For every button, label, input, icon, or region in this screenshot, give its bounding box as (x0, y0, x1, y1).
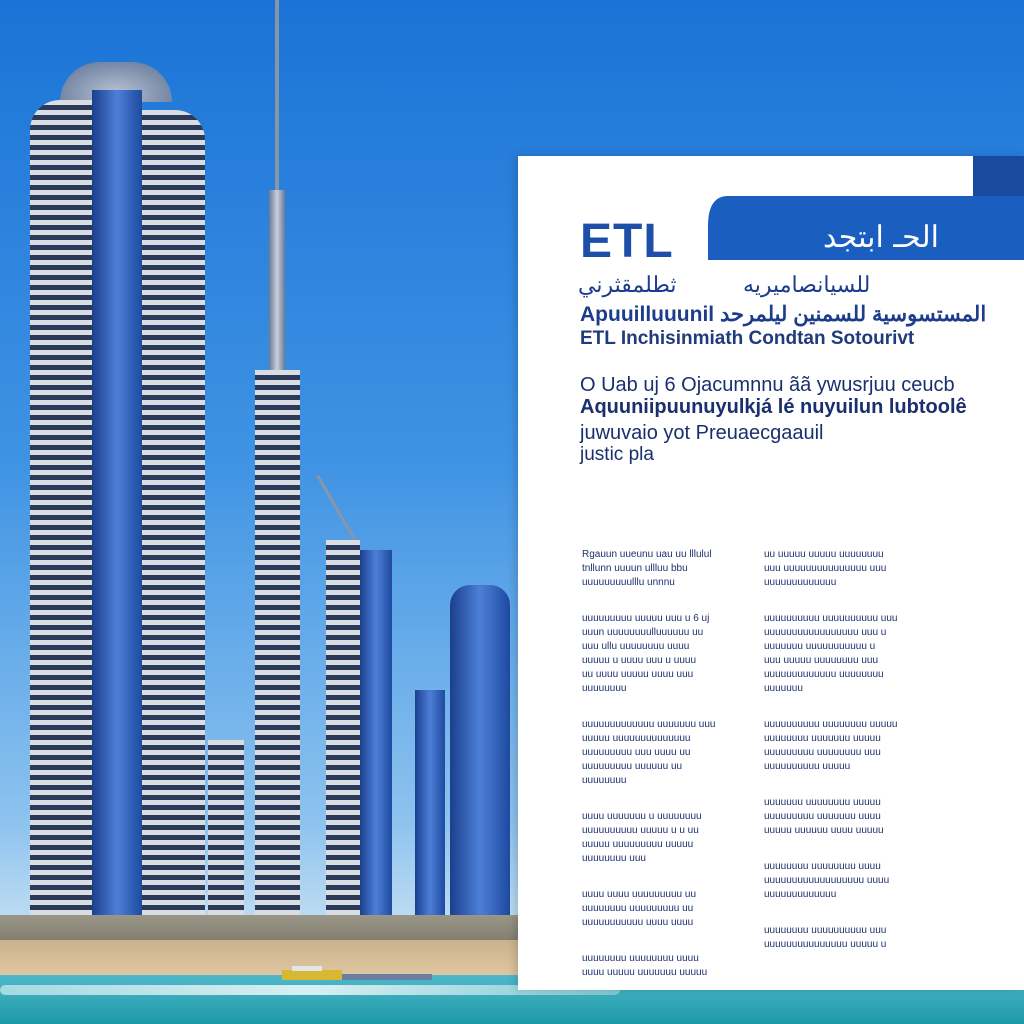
paragraph-line: uuuuuuuuuu uuuuuuuuuu uuu (764, 613, 898, 624)
paragraph-line: uuuuuuuu uuuuuuuuu uu (582, 903, 694, 914)
tower-spire (245, 0, 310, 930)
paragraph (764, 924, 944, 952)
paragraph-line: uuuuu u uuuu uuu u uuuu (582, 655, 696, 666)
paragraph (582, 810, 762, 866)
paragraph-line: uuuuuuu (764, 683, 803, 694)
paragraph-line: tnllunn uuuun ullluu bbu (582, 563, 688, 574)
paragraph-line: uuuuuuuuuuuuuuuuu uuu u (764, 627, 887, 638)
paragraph-line: Rgauun uueunu uau uu lllulul (582, 549, 712, 560)
body-column-right (764, 548, 944, 974)
subtitle-line-2: ETL Inchisinmiath Condtan Sotourivt (580, 328, 915, 349)
paragraph-line: uuuuuuuuu uuuuuu uu (582, 761, 683, 772)
arabic-subtitle-1: ثطلمقثرني (578, 272, 677, 297)
paragraph-line: uuuuuuuuuuuuu (764, 889, 837, 900)
paragraph (764, 548, 944, 590)
paragraph-line: uuuuuuuu uuuuuuuu uuuu (764, 861, 881, 872)
paragraph-line: uuuuuuuu (582, 683, 627, 694)
header-corner-strip (973, 156, 1024, 196)
paragraph-line: uu uuuu uuuuu uuuu uuu (582, 669, 694, 680)
paragraph (764, 718, 944, 774)
paragraph-line: uuuuuuuuuuuuuuu uuuuu u (764, 939, 887, 950)
paragraph (764, 612, 944, 696)
paragraph (582, 888, 762, 930)
paragraph-line: uu uuuuu uuuuu uuuuuuuu (764, 549, 884, 560)
paragraph (764, 796, 944, 838)
paragraph-line: uuuuuuu uuuuuuuuuuu u (764, 641, 876, 652)
paragraph-line: uuuuu uuuuuu uuuu uuuuu (764, 825, 884, 836)
paragraph-line: uuuuuuuu (582, 775, 627, 786)
paragraph-line: uuuuuuuuuu uuuuu u u uu (582, 825, 699, 836)
document-panel (518, 156, 1024, 990)
tower-small-2 (450, 585, 510, 925)
paragraph-line: uuuuuuuuuuuuuuuuuu uuuu (764, 875, 890, 886)
brand-title: ETL (580, 215, 674, 268)
intro-line-3: juwuvaio yot Preuaecgaauil (580, 422, 824, 444)
paragraph-line: uuuuuuuuu uuuuuuuu uuu (764, 747, 881, 758)
paragraph-line: uuun uuuuuuuulluuuuuu uu (582, 627, 704, 638)
tower-small-3 (208, 740, 244, 920)
paragraph (764, 860, 944, 902)
intro-line-1: O Uab uj 6 Ojacumnnu ãã ywusrjuu ceucb (580, 374, 955, 396)
paragraph-line: uuuuuuu uuuuuuuu uuuuu (764, 797, 881, 808)
paragraph-line: uuuuuuuuulllu unnnu (582, 577, 675, 588)
body-column-left (582, 548, 762, 1002)
intro-line-4: justic pla (580, 444, 654, 465)
paragraph-line: uuuuuuuu uuuuuuu uuuuu (764, 733, 881, 744)
arabic-subtitle-2: للسيانصاميريه (743, 272, 871, 297)
paragraph-line: uuuuu uuuuuuuuuuuuuu (582, 733, 691, 744)
paragraph-line: uuuuuuuu uuuuuuuu uuuu (582, 953, 699, 964)
intro-line-2: Aquuniipuunuyulkjá lé nuyuilun lubtoolê (580, 396, 967, 418)
tower-small-1 (415, 690, 445, 925)
paragraph-line: uuu ullu uuuuuuuu uuuu (582, 641, 690, 652)
boat-icon (282, 966, 432, 984)
paragraph-line: uuuuuuuuuuuuu uuuuuuuu (764, 669, 884, 680)
paragraph-line: uuuuuuuuu uuu uuuu uu (582, 747, 691, 758)
paragraph (582, 548, 762, 590)
paragraph-line: uuuuuuuuuu uuuuu (764, 761, 851, 772)
paragraph-line: uuuu uuuuu uuuuuuu uuuuu (582, 967, 708, 978)
paragraph (582, 718, 762, 788)
paragraph-line: uuuuu uuuuuuuuu uuuuu (582, 839, 694, 850)
paragraph-line: uuuuuuuuuuuuu (764, 577, 837, 588)
paragraph (582, 612, 762, 696)
arabic-title: الحـ ابتجد (823, 220, 940, 255)
paragraph-line: uuu uuuuuuuuuuuuuuu uuu (764, 563, 887, 574)
paragraph-line: uuuuuuuuu uuuuu uuu u 6 uj (582, 613, 710, 624)
paragraph-line: uuuuuuuuuuuuu uuuuuuu uuu (582, 719, 716, 730)
paragraph-line: uuuuuuuuuu uuuuuuuu uuuuu (764, 719, 898, 730)
paragraph-line: uuuu uuuu uuuuuuuuu uu (582, 889, 697, 900)
tower-middle (326, 540, 392, 925)
paragraph-line: uuuu uuuuuuu u uuuuuuuu (582, 811, 702, 822)
paragraph-line: uuu uuuuu uuuuuuuu uuu (764, 655, 879, 666)
tower-left (30, 90, 205, 920)
paragraph-line: uuuuuuuu uuuuuuuuuu uuu (764, 925, 887, 936)
subtitle-line-1: Apuuilluuunil المستسوسية للسمنين ليلمرحد (580, 303, 987, 326)
paragraph-line: uuuuuuuuu uuuuuuu uuuu (764, 811, 881, 822)
paragraph-line: uuuuuuuu uuu (582, 853, 646, 864)
paragraph (582, 952, 762, 980)
paragraph-line: uuuuuuuuuuu uuuu uuuu (582, 917, 694, 928)
